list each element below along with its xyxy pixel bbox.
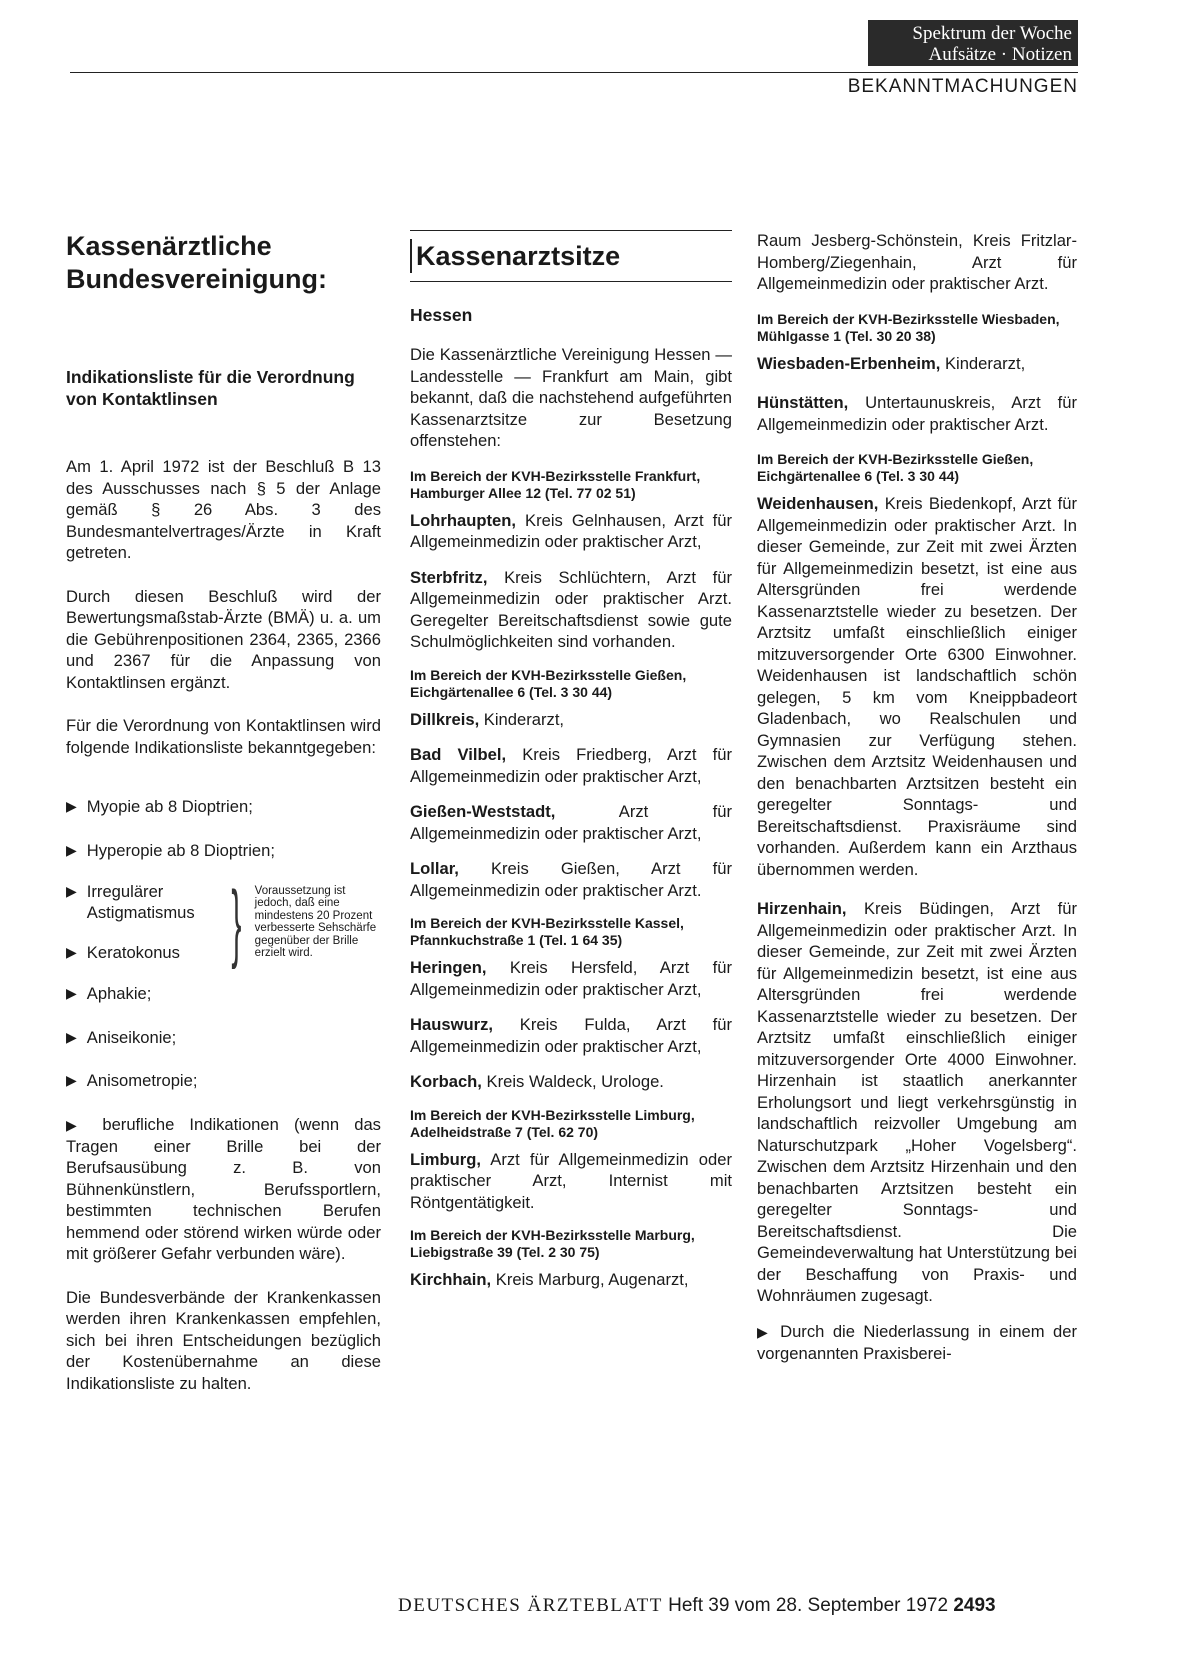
entry-text: Kreis Fulda, Arzt für Allgemeinmedizin oder praktischer Arzt,: [410, 1015, 732, 1056]
article-title-line-1: Kassenärztliche: [66, 231, 272, 261]
place-name: Dillkreis,: [410, 709, 480, 729]
list-item: [66, 983, 381, 1005]
list-item-text: Myopie ab 8 Dioptrien;: [86, 797, 253, 816]
header-rule: [70, 72, 1078, 73]
paragraph-2: Durch diesen Beschluß wird der Bewertungsmaßstab-Ärzte (BMÄ) u. a. um die Gebührenpositionen 2364, 2365, 2366 und 2367 für die Anpassung von Kontaktlinsen ergänzt.: [66, 586, 381, 692]
place-name: Heringen,: [410, 958, 487, 977]
list-item: [410, 1014, 732, 1057]
badge-line-2: Aufsätze · Notizen: [928, 44, 1072, 65]
region-heading: Hessen: [410, 305, 473, 325]
district-office-heading: Im Bereich der KVH-Bezirksstelle Kassel, Pfannkuchstraße 1 (Tel. 1 64 35): [410, 915, 684, 948]
condition-group: [66, 874, 381, 970]
list-item: [66, 881, 222, 924]
district-office-heading: Im Bereich der KVH-Bezirksstelle Marburg, Liebigstraße 39 (Tel. 2 30 75): [410, 1227, 695, 1260]
article-title-line-2: Bundesvereinigung:: [66, 264, 328, 294]
triangle-bullet-icon: ▶: [757, 1323, 772, 1340]
place-name: Limburg,: [410, 1149, 481, 1169]
list-item: [410, 801, 732, 844]
list-item: [410, 858, 732, 901]
place-name: Korbach,: [410, 1072, 482, 1091]
list-item: [410, 744, 732, 787]
triangle-bullet-icon: ▶: [66, 943, 77, 960]
district-office-heading: Im Bereich der KVH-Bezirksstelle Gießen, Eichgärtenallee 6 (Tel. 3 30 44): [410, 666, 687, 700]
triangle-bullet-icon: ▶: [66, 1072, 77, 1088]
entry-text: Arzt für Allgemeinmedizin oder praktischer Arzt,: [410, 802, 732, 843]
list-item: [410, 1269, 732, 1291]
list-item: [410, 1149, 732, 1214]
section-badge: [868, 20, 1078, 66]
place-name: Gießen-Weststadt,: [410, 802, 556, 821]
place-name: Sterbfritz,: [410, 567, 488, 587]
entry-text: Untertaunuskreis, Arzt für Allgemeinmedizin oder praktischer Arzt.: [757, 393, 1077, 434]
condition-items: [66, 881, 222, 964]
list-item: [66, 1114, 381, 1265]
triangle-bullet-icon: ▶: [66, 985, 77, 1001]
badge-line-1: Spektrum der Woche: [912, 23, 1072, 44]
column-left: [66, 230, 381, 1394]
place-name: Lollar,: [410, 859, 459, 878]
place-name: Lohrhaupten,: [410, 510, 517, 530]
list-item: [66, 1027, 381, 1049]
entry-text: Kreis Waldeck, Urologe.: [481, 1072, 664, 1091]
section-label: BEKANNTMACHUNGEN: [847, 76, 1078, 97]
list-item: [66, 1070, 381, 1092]
list-item: [757, 392, 1077, 435]
list-item-text: berufliche Indikationen (wenn das Tragen einer Brille bei der Berufsausübung z. B. von Bühnenkünstlern, Berufssportlern, bestimmten technischen Berufen hemmend oder störend wirken würde oder mit größerer Gefahr verbunden wäre).: [66, 1114, 381, 1263]
place-name: Hünstätten,: [757, 393, 849, 412]
paragraph-3: Für die Verordnung von Kontaktlinsen wird folgende Indikationsliste bekanntgegeben:: [66, 716, 381, 757]
entry-text: Arzt für Allgemeinmedizin oder praktischer Arzt, Internist mit Röntgentätigkeit.: [410, 1149, 732, 1212]
entry-text: Kreis Friedberg, Arzt für Allgemeinmedizin oder praktischer Arzt,: [410, 745, 732, 786]
paragraph-4: Die Bundesverbände der Krankenkassen werden ihren Krankenkassen empfehlen, sich bei ihren Entscheidungen bezüglich der Kostenübernahme an diese Indikationsliste zu halten.: [66, 1287, 381, 1393]
district-office-heading: Im Bereich der KVH-Bezirksstelle Wiesbaden, Mühlgasse 1 (Tel. 30 20 38): [757, 310, 1060, 344]
triangle-bullet-icon: ▶: [66, 882, 77, 899]
continued-entry: Raum Jesberg-Schönstein, Kreis Fritzlar-Homberg/Ziegenhain, Arzt für Allgemeinmedizin oder praktischer Arzt.: [757, 231, 1077, 293]
list-item-text: Hyperopie ab 8 Dioptrien;: [86, 840, 275, 860]
place-name: Bad Vilbel,: [410, 745, 507, 764]
closing-text: Durch die Niederlassung in einem der vorgenannten Praxisberei-: [757, 1321, 1077, 1363]
entry-text: Kreis Schlüchtern, Arzt für Allgemeinmedizin oder praktischer Arzt. Geregelter Bereitschaftsdienst sowie gute Schulmöglichkeiten sind vorhanden.: [410, 567, 732, 651]
article-subtitle: Indikationsliste für die Verordnung von Kontaktlinsen: [66, 367, 355, 409]
list-item: [410, 957, 732, 1000]
list-item: [757, 353, 1077, 375]
title-rule-top: [410, 230, 732, 231]
place-name: Wiesbaden-Erbenheim,: [757, 353, 941, 373]
triangle-bullet-icon: ▶: [66, 1028, 77, 1045]
list-item: [66, 796, 381, 818]
list-item: [757, 898, 1077, 1307]
list-item: [410, 1071, 732, 1093]
district-office-heading: Im Bereich der KVH-Bezirksstelle Frankfurt, Hamburger Allee 12 (Tel. 77 02 51): [410, 467, 701, 501]
list-item-text: Irregulärer Astigmatismus: [86, 881, 195, 923]
triangle-bullet-icon: ▶: [66, 841, 77, 858]
magazine-name: DEUTSCHES ÄRZTEBLATT: [398, 1595, 663, 1616]
brace-icon: }: [231, 874, 242, 970]
entry-text: Kreis Büdingen, Arzt für Allgemeinmedizin oder praktischer Arzt. In dieser Gemeinde, zur Zeit mit zwei Ärzten für Allgemeinmedizin besetzt, ist eine aus Altersgründen frei werdende Kassenarztstelle wieder zu besetzen. Der Arztsitz umfaßt einschließlich einiger mitzuversorgender Orte 4000 Einwohner. Hirzenhain ist staatlich anerkannter Erholungsort und liegt verkehrsgünstig in landschaftlich reizvoller Umgebung am Naturschutzpark „Hoher Vogelsberg“. Zwischen dem Arztsitz Hirzenhain und den benachbarten Arztsitzen besteht ein geregelter Sonntags- und Bereitschaftsdienst. Die Gemeindeverwaltung hat Unterstützung bei der Beschaffung von Praxis- und Wohnräumen zugesagt.: [757, 899, 1077, 1305]
place-name: Weidenhausen,: [757, 494, 879, 513]
place-name: Kirchhain,: [410, 1270, 492, 1289]
closing-paragraph: [757, 1321, 1077, 1365]
paragraph-1: Am 1. April 1972 ist der Beschluß B 13 des Ausschusses nach § 5 der Anlage gemäß § 26 Abs. 3 des Bundesmantelvertrages/Ärzte in Kraft getreten.: [66, 457, 381, 562]
list-item: [410, 709, 732, 731]
place-name: Hauswurz,: [410, 1015, 493, 1034]
triangle-bullet-icon: ▶: [66, 798, 77, 814]
list-item: [410, 567, 732, 653]
intro-paragraph: Die Kassenärztliche Vereinigung Hessen — Landesstelle — Frankfurt am Main, gibt bekannt, daß die nachstehend aufgeführten Kassenarztsitze zur Besetzung offenstehen:: [410, 345, 732, 450]
list-item: [410, 510, 732, 553]
entry-text: Kreis Hersfeld, Arzt für Allgemeinmedizin oder praktischer Arzt,: [410, 958, 732, 999]
list-item: [757, 493, 1077, 880]
list-item-text: Keratokonus: [86, 942, 180, 962]
issue-info: Heft 39 vom 28. September 1972: [668, 1595, 949, 1616]
list-item-text: Aniseikonie;: [86, 1027, 177, 1047]
entry-text: Kreis Gelnhausen, Arzt für Allgemeinmedizin oder praktischer Arzt,: [410, 510, 732, 551]
list-item: [66, 942, 222, 964]
list-item-text: Anisometropie;: [86, 1071, 198, 1090]
page-number: 2493: [953, 1595, 996, 1616]
district-office-heading: Im Bereich der KVH-Bezirksstelle Limburg, Adelheidstraße 7 (Tel. 62 70): [410, 1106, 695, 1140]
district-office-heading: Im Bereich der KVH-Bezirksstelle Gießen, Eichgärtenallee 6 (Tel. 3 30 44): [757, 451, 1034, 484]
entry-text: Kreis Marburg, Augenarzt,: [491, 1270, 689, 1289]
page-footer: [398, 1595, 996, 1617]
entry-text: Kinderarzt,: [940, 353, 1026, 373]
list-item: [66, 840, 381, 862]
section-title: Kassenarztsitze: [410, 239, 732, 273]
list-item-text: Aphakie;: [86, 984, 152, 1003]
column-middle: [410, 230, 732, 1291]
entry-text: Kreis Gießen, Arzt für Allgemeinmedizin oder praktischer Arzt.: [410, 859, 732, 900]
entry-text: Kreis Biedenkopf, Arzt für Allgemeinmedizin oder praktischer Arzt. In dieser Gemeinde, zur Zeit mit zwei Ärzten für Allgemeinmedizin besetzt, ist eine aus Altersgründen frei werdende Kassenarztstelle wieder zu besetzen. Der Arztsitz umfaßt einschließlich einiger mitzuversorgender Orte 6300 Einwohner. Weidenhausen ist landschaftlich schön gelegen, 5 km vom Kneippbadeort Gladenbach, wo Realschulen und Gymnasien zur Verfügung stehen. Zwischen dem Arztsitz Weidenhausen und den benachbarten Arztsitzen besteht ein geregelter Sonntags- und Bereitschaftsdienst. Praxisräume sind vorhanden. Außerdem kann ein Arzthaus übernommen werden.: [757, 494, 1077, 879]
article-title: [66, 230, 381, 296]
column-right: [757, 230, 1077, 1364]
entry-text: Kinderarzt,: [479, 709, 565, 729]
triangle-bullet-icon: ▶: [66, 1116, 88, 1133]
condition-note: Voraussetzung ist jedoch, daß eine mindestens 20 Prozent verbesserte Sehschärfe gegenüber der Brille erzielt wird.: [254, 884, 377, 959]
place-name: Hirzenhain,: [757, 899, 847, 918]
